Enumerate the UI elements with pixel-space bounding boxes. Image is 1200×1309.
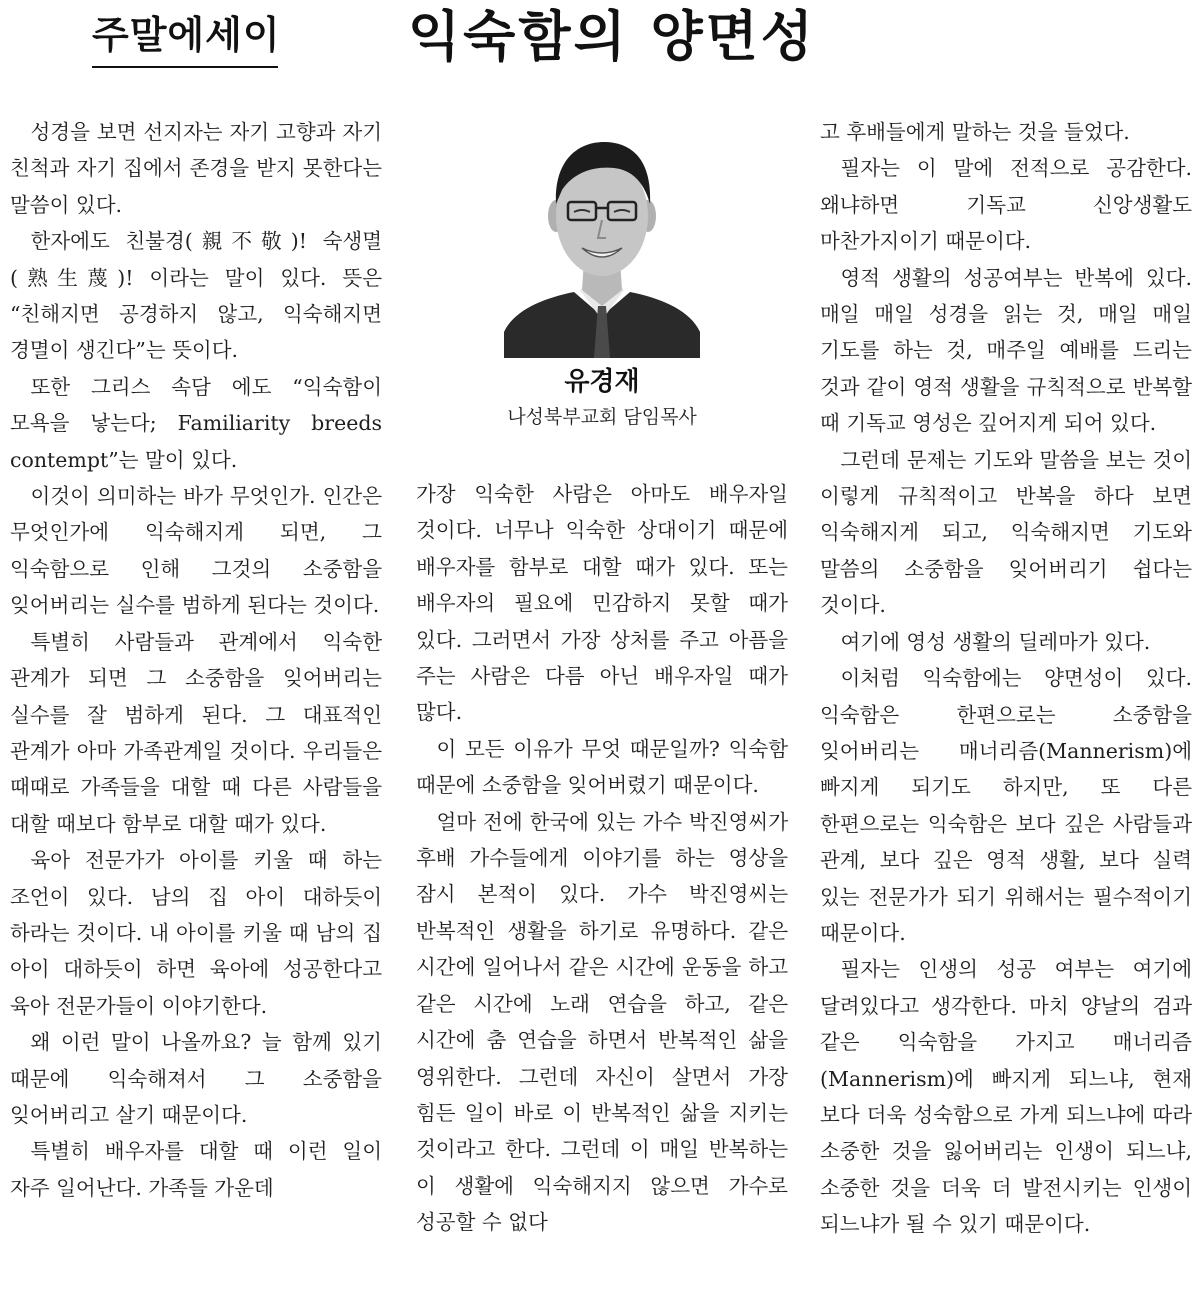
paragraph: 특별히 사람들과 관계에서 익숙한 관계가 되면 그 소중함을 잊어버리는 실수를 잘 범하게 된다. 그 대표적인 관계가 아마 가족관계일 것이다. 우리들은 때때로 가족들을 대할 때 다른 사람들을 대할 때보다 함부로 대할 때가 있다. xyxy=(10,629,382,836)
paragraph: 왜 이런 말이 나올까요? 늘 함께 있기 때문에 익숙해져서 그 소중함을 잊어버리고 살기 때문이다. xyxy=(10,1030,382,1127)
author-portrait xyxy=(504,120,700,358)
section-label: 주말에세이 xyxy=(92,13,281,57)
article-column-3 xyxy=(820,114,1192,1309)
paragraph: 여기에 영성 생활의 딜레마가 있다. xyxy=(840,629,1151,654)
paragraph: 가장 익숙한 사람은 아마도 배우자일 것이다. 너무나 익숙한 상대이기 때문에 배우자를 함부로 대할 때가 있다. 또는 배우자의 필요에 민감하지 못할 때가 있다. 그러면서 가장 상처를 주고 아픔을 주는 사람은 다름 아닌 배우자일 때가 많다. xyxy=(416,482,788,725)
paragraph: 이 모든 이유가 무엇 때문일까? 익숙함 때문에 소중함을 잊어버렸기 때문이다. xyxy=(416,736,788,798)
paragraph: 이것이 의미하는 바가 무엇인가. 인간은 무엇인가에 익숙해지게 되면, 그 익숙함으로 인해 그것의 소중함을 잊어버리는 실수를 범하게 된다는 것이다. xyxy=(10,484,382,618)
article-column-2 xyxy=(416,476,788,1309)
paragraph: 필자는 이 말에 전적으로 공감한다. 왜냐하면 기독교 신앙생활도 마찬가지이기 때문이다. xyxy=(820,156,1192,254)
article-headline: 익숙함의 양면성 xyxy=(408,5,816,68)
author-block xyxy=(416,116,788,446)
paragraph: 영적 생활의 성공여부는 반복에 있다. 매일 매일 성경을 읽는 것, 매일 매일 기도를 하는 것, 매주일 예배를 드리는 것과 같이 영적 생활을 규칙적으로 반복할 때 기독교 영성은 깊어지게 되어 있다. xyxy=(820,265,1192,436)
paragraph: 성경을 보면 선지자는 자기 고향과 자기 친척과 자기 집에서 존경을 받지 못한다는 말씀이 있다. xyxy=(10,120,382,217)
paragraph: 육아 전문가가 아이를 키울 때 하는 조언이 있다. 남의 집 아이 대하듯이 하라는 것이다. 내 아이를 키울 때 남의 집 아이 대하듯이 하면 육아에 성공한다고 육아 전문가들이 이야기한다. xyxy=(10,848,382,1018)
author-name: 유경재 xyxy=(564,367,640,397)
article-column-1 xyxy=(10,114,382,1309)
paragraph: 고 후배들에게 말하는 것을 들었다. xyxy=(820,120,1130,144)
paragraph: 필자는 인생의 성공 여부는 여기에 달려있다고 생각한다. 마치 양날의 검과 같은 익숙함을 가지고 매너리즘(Mannerism)에 빠지게 되느냐, 현재 보다 더욱 성숙함으로 가게 되느냐에 따라 소중한 것을 잃어버리는 인생이 되느냐, 소중한 것을 더욱 더 발전시키는 인생이 되느냐가 될 수 있기 때문이다. xyxy=(820,957,1192,1237)
paragraph: 이처럼 익숙함에는 양면성이 있다. 익숙함은 한편으로는 소중함을 잊어버리는 매너리즘(Mannerism)에 빠지게 되기도 하지만, 또 다른 한편으로는 익숙함은 보다 깊은 사람들과 관계, 보다 깊은 영적 생활, 보다 실력 있는 전문가가 되기 위해서는 필수적이기 때문이다. xyxy=(820,666,1192,945)
paragraph: 또한 그리스 속담 에도 “익숙함이 모욕을 낳는다; Familiarity breeds contempt”는 말이 있다. xyxy=(10,374,382,472)
author-role: 나성북부교회 담임목사 xyxy=(507,406,697,428)
paragraph: 얼마 전에 한국에 있는 가수 박진영씨가 후배 가수들에게 이야기를 하는 영상을 잠시 본적이 있다. 가수 박진영씨는 반복적인 생활을 하기로 유명하다. 같은 시간에 일어나서 같은 시간에 운동을 하고 같은 시간에 노래 연습을 하고, 같은 시간에 춤 연습을 하면서 반복적인 삶을 영위한다. 그런데 자신이 살면서 가장 힘든 일이 바로 이 반복적인 삶을 지키는 것이라고 한다. 그런데 이 매일 반복하는 이 생활에 익숙해지지 않으면 가수로 성공할 수 없다 xyxy=(416,809,788,1235)
paragraph: 그런데 문제는 기도와 말씀을 보는 것이 이렇게 규칙적이고 반복을 하다 보면 익숙해지게 되고, 익숙해지면 기도와 말씀의 소중함을 잊어버리기 쉽다는 것이다. xyxy=(820,447,1192,618)
paragraph: 한자에도 친불경(親不敬)! 숙생멸(熟生蔑)! 이라는 말이 있다. 뜻은 “친해지면 공경하지 않고, 익숙해지면 경멸이 생긴다”는 뜻이다. xyxy=(10,229,382,363)
paragraph: 특별히 배우자를 대할 때 이런 일이 자주 일어난다. 가족들 가운데 xyxy=(10,1139,382,1200)
section-underline xyxy=(92,66,278,68)
article-header xyxy=(0,0,1200,100)
